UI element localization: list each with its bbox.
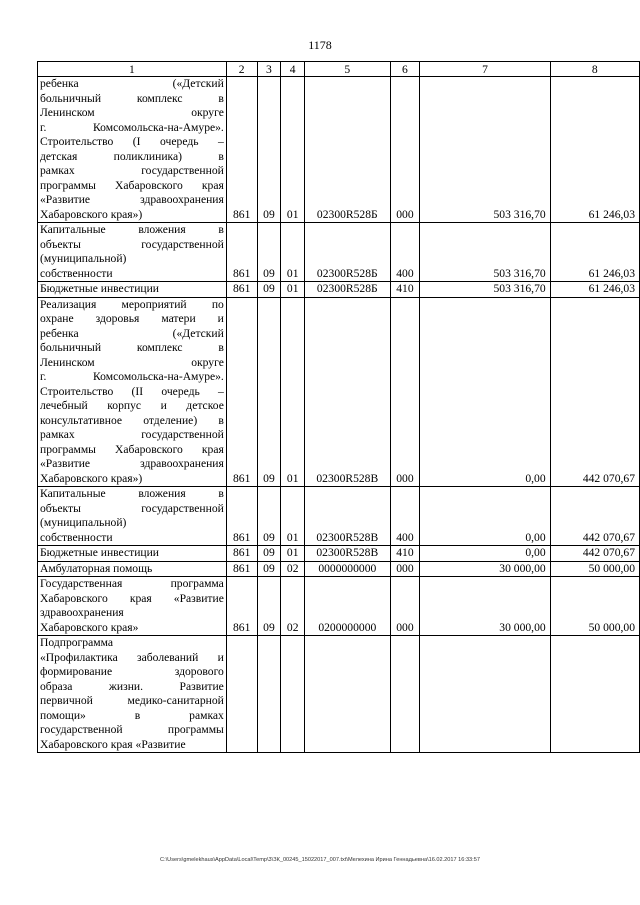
expense-type-cell: 000 (390, 561, 420, 577)
description-line: (муниципальной) (40, 516, 127, 529)
row-description (38, 282, 227, 298)
section-code-cell: 09 (257, 223, 281, 282)
section-code-cell: 09 (257, 297, 281, 487)
target-article-cell: 02300R528В (305, 546, 390, 562)
amount-year-1-cell: 0,00 (420, 546, 550, 562)
target-article-cell: 02300R528В (305, 487, 390, 546)
target-article-cell: 0200000000 (305, 577, 390, 636)
amount-year-2-cell (550, 636, 639, 753)
amount-year-2-cell: 61 246,03 (550, 223, 639, 282)
amount-year-2-cell: 442 070,67 (550, 487, 639, 546)
amount-year-1-cell: 503 316,70 (420, 223, 550, 282)
header-cell-6: 6 (390, 62, 420, 77)
section-code-cell: 09 (257, 546, 281, 562)
description-line: Бюджетные инвестиции (40, 546, 160, 559)
description-line: больничный комплекс в (40, 91, 224, 105)
description-line: г. Комсомольска-на-Амуре». (40, 370, 224, 383)
amount-year-1-cell: 503 316,70 (420, 77, 550, 223)
description-line: Бюджетные инвестиции (40, 282, 160, 295)
target-article-cell: 02300R528Б (305, 282, 390, 298)
description-line: охране здоровья матери и (40, 312, 224, 325)
section-code-cell: 09 (257, 77, 281, 223)
description-line: Хабаровского края «Развитие (40, 737, 186, 751)
amount-year-2-cell: 50 000,00 (550, 561, 639, 577)
ministry-code-cell: 861 (226, 546, 257, 562)
amount-year-2-cell: 50 000,00 (550, 577, 639, 636)
amount-year-1-cell: 30 000,00 (420, 577, 550, 636)
row-description (38, 636, 227, 753)
description-line: Капитальные вложения в (40, 487, 224, 500)
description-line: Хабаровского края «Развитие (40, 591, 224, 605)
header-cell-4: 4 (281, 62, 305, 77)
table-row (38, 577, 640, 636)
ministry-code-cell: 861 (226, 282, 257, 298)
description-line: собственности (40, 266, 113, 280)
ministry-code-cell: 861 (226, 297, 257, 487)
table-row (38, 561, 640, 577)
description-line: (муниципальной) (40, 252, 127, 265)
header-cell-3: 3 (257, 62, 281, 77)
description-line: программы Хабаровского края (40, 178, 224, 192)
description-line: г. Комсомольска-на-Амуре». (40, 120, 224, 134)
row-description (38, 297, 227, 487)
description-line: собственности (40, 530, 113, 544)
table-row (38, 223, 640, 282)
header-cell-5: 5 (305, 62, 390, 77)
row-description (38, 546, 227, 562)
description-line: Строительство (I очередь – (40, 135, 224, 148)
amount-year-2-cell: 61 246,03 (550, 77, 639, 223)
description-line: Государственная программа (40, 577, 224, 590)
table-row (38, 636, 640, 753)
expense-type-cell: 000 (390, 297, 420, 487)
description-line: государственной программы (40, 723, 224, 736)
expense-type-cell: 410 (390, 546, 420, 562)
amount-year-1-cell: 0,00 (420, 297, 550, 487)
target-article-cell: 02300R528Б (305, 223, 390, 282)
subsection-code-cell: 02 (281, 577, 305, 636)
description-line: ребенка («Детский (40, 77, 224, 90)
page-number: 1178 (308, 38, 332, 52)
expense-type-cell: 400 (390, 223, 420, 282)
subsection-code-cell (281, 636, 305, 753)
description-line: консультативное отделение) в (40, 413, 224, 427)
ministry-code-cell: 861 (226, 561, 257, 577)
row-description (38, 561, 227, 577)
section-code-cell: 09 (257, 487, 281, 546)
description-line: Реализация мероприятий по (40, 297, 224, 311)
target-article-cell: 0000000000 (305, 561, 390, 577)
subsection-code-cell: 02 (281, 561, 305, 577)
table-row (38, 546, 640, 562)
expense-type-cell: 410 (390, 282, 420, 298)
description-line: Строительство (II очередь – (40, 384, 224, 398)
expense-type-cell: 000 (390, 577, 420, 636)
description-line: «Развитие здравоохранения (40, 193, 224, 206)
description-line: больничный комплекс в (40, 341, 224, 354)
description-line: рамках государственной (40, 428, 224, 441)
amount-year-2-cell: 442 070,67 (550, 297, 639, 487)
description-line: объекты государственной (40, 501, 224, 515)
ministry-code-cell: 861 (226, 487, 257, 546)
description-line: формирование здорового (40, 665, 224, 678)
description-line: «Профилактика заболеваний и (40, 650, 224, 664)
amount-year-2-cell: 61 246,03 (550, 282, 639, 298)
subsection-code-cell: 01 (281, 77, 305, 223)
header-cell-7: 7 (420, 62, 550, 77)
header-cell-1: 1 (38, 62, 227, 77)
row-description (38, 223, 227, 282)
ministry-code-cell: 861 (226, 577, 257, 636)
description-line: помощи» в рамках (40, 708, 224, 722)
table-row (38, 297, 640, 487)
target-article-cell (305, 636, 390, 753)
description-line: Хабаровского края» (40, 620, 139, 634)
description-line: рамках государственной (40, 164, 224, 177)
description-line: Ленинском округе (40, 106, 224, 119)
row-description (38, 77, 227, 223)
row-description (38, 487, 227, 546)
amount-year-1-cell: 0,00 (420, 487, 550, 546)
row-description (38, 577, 227, 636)
subsection-code-cell: 01 (281, 223, 305, 282)
target-article-cell: 02300R528В (305, 297, 390, 487)
description-line: Капитальные вложения в (40, 223, 224, 236)
description-line: первичной медико-санитарной (40, 694, 224, 707)
amount-year-1-cell: 503 316,70 (420, 282, 550, 298)
description-line: «Развитие здравоохранения (40, 457, 224, 470)
description-line: здравоохранения (40, 606, 124, 619)
ministry-code-cell: 861 (226, 223, 257, 282)
section-code-cell: 09 (257, 577, 281, 636)
description-line: образа жизни. Развитие (40, 679, 224, 693)
expense-type-cell: 400 (390, 487, 420, 546)
description-line: Подпрограмма (40, 636, 113, 649)
description-line: Хабаровского края») (40, 207, 143, 221)
header-cell-2: 2 (226, 62, 257, 77)
table-row (38, 77, 640, 223)
description-line: программы Хабаровского края (40, 442, 224, 456)
subsection-code-cell: 01 (281, 282, 305, 298)
table-header-row (38, 62, 640, 77)
section-code-cell (257, 636, 281, 753)
section-code-cell: 09 (257, 282, 281, 298)
ministry-code-cell (226, 636, 257, 753)
table-row (38, 282, 640, 298)
description-line: объекты государственной (40, 237, 224, 251)
header-cell-8: 8 (550, 62, 639, 77)
description-line: детская поликлиника) в (40, 149, 224, 163)
subsection-code-cell: 01 (281, 297, 305, 487)
expense-type-cell: 000 (390, 77, 420, 223)
amount-year-1-cell (420, 636, 550, 753)
target-article-cell: 02300R528Б (305, 77, 390, 223)
amount-year-2-cell: 442 070,67 (550, 546, 639, 562)
subsection-code-cell: 01 (281, 546, 305, 562)
budget-table (37, 61, 640, 753)
description-line: Амбулаторная помощь (40, 561, 153, 575)
description-line: ребенка («Детский (40, 326, 224, 340)
subsection-code-cell: 01 (281, 487, 305, 546)
table-row (38, 487, 640, 546)
description-line: лечебный корпус и детское (40, 399, 224, 412)
description-line: Ленинском округе (40, 355, 224, 369)
amount-year-1-cell: 30 000,00 (420, 561, 550, 577)
expense-type-cell (390, 636, 420, 753)
ministry-code-cell: 861 (226, 77, 257, 223)
section-code-cell: 09 (257, 561, 281, 577)
file-path-footer: C:\Users\gmelekhaus\AppData\Local\Temp\3\ЗК_00245_15022017_007.txt\Мелехина Ирина Геннадьевна\16.02.2017 16:33:57 (160, 857, 480, 863)
description-line: Хабаровского края») (40, 471, 143, 485)
